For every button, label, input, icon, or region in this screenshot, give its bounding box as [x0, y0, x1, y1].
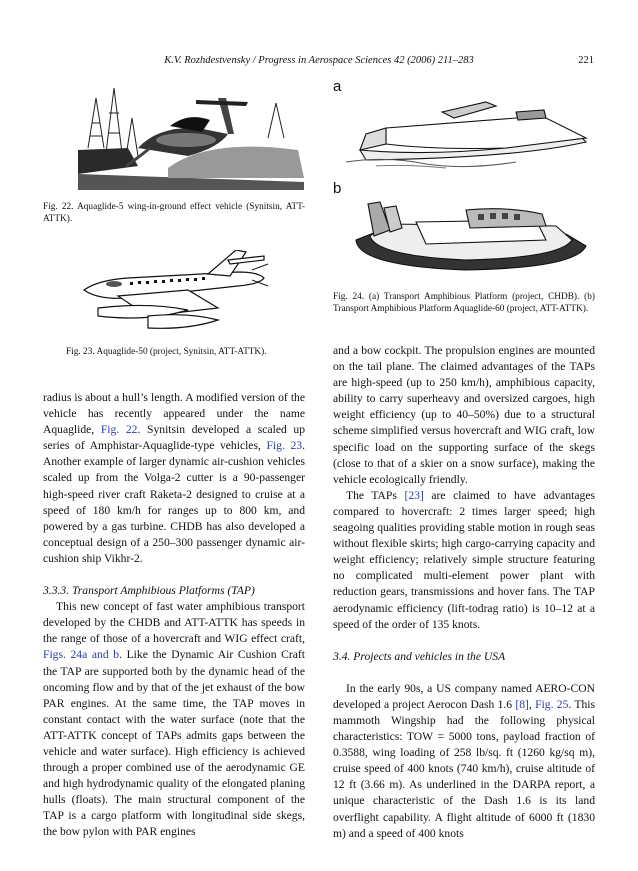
running-header: [0, 55, 638, 71]
fig24-reference-link[interactable]: Figs. 24a and b: [43, 648, 120, 662]
fig22-illustration: [78, 78, 304, 190]
ref-8-link[interactable]: [8]: [515, 697, 529, 711]
left-column: [43, 390, 305, 841]
fig24b-illustration: [346, 196, 594, 276]
fig24a-illustration: [346, 98, 594, 170]
fig23-illustration: [68, 250, 274, 332]
right-paragraph-2: The TAPs [23] are claimed to have advantages compared to hovercraft: 2 times larger speed; high seagoing qualities providing stable motion in rough seas without flexible skirts; high cargo-carrying capacity and weight efficiency; relatively simple structure featuring no complicated multi-element power plant with reduction gears, transmissions and hover fans. The TAP aerodynamic efficiency (lift-todrag ratio) is 10–12 at a speed of the order of 135 knots.: [333, 488, 595, 631]
ref-23-link[interactable]: [23]: [404, 488, 424, 502]
journal-citation: K.V. Rozhdestvensky / Progress in Aerospace Sciences 42 (2006) 211–283: [164, 55, 474, 66]
fig23-reference-link[interactable]: Fig. 23: [266, 439, 303, 453]
fig24-label-b: b: [333, 180, 342, 197]
fig22-caption: Fig. 22. Aquaglide-5 wing-in-ground effect vehicle (Synitsin, ATT-ATTK).: [43, 202, 305, 225]
left-paragraph-1: radius is about a hull’s length. A modified version of the vehicle has recently appeared under the name Aquaglide, Fig. 22. Synitsin developed a scaled up series of Amphistar-Aquaglide-type vehicles, Fig. 23. Another example of larger dynamic air-cushion vehicles scaled up from the Volga-2 cutter is a 90-passenger high-speed river craft Raketa-2 designed to cruise at a speed of 180 km/h for ranges up to 800 km, and powered by a gas turbine. CHDB has also developed a conceptual design of a 250–300 passenger dynamic air-cushion ship Vikhr-2.: [43, 391, 306, 565]
right-paragraph-1: and a bow cockpit. The propulsion engines are mounted on the tail plane. The claimed advantages of the TAPs are high-speed (up to 250 km/h), amphibious capacity, ability to carry superheavy and oversized cargoes, high weight efficiency (up to 40–50%) due to a structural scheme simplified versus hovercraft and WIG craft, low specific load on the supporting surface of the skegs (close to that of a skier on a snow surface), making the vehicle ecologically friendly.: [333, 344, 595, 486]
fig24-caption: Fig. 24. (a) Transport Amphibious Platform (project, CHDB). (b) Transport Amphibious Platform Aquaglide-60 (project, ATT-ATTK).: [333, 292, 595, 315]
right-column: [333, 343, 595, 842]
fig22-reference-link[interactable]: Fig. 22: [100, 423, 138, 437]
right-paragraph-3: In the early 90s, a US company named AERO-CON developed a project Aerocon Dash 1.6 [8], Fig. 25. This mammoth Wingship had the following physical characteristics: TOW = 5000 tons, payload fraction of 0.3588, wing loading of 258 lb/sq. ft (1260 kg/sq m), cruise speed of 400 knots (740 km/h), cruise altitude of 12 ft (3.66 m). As underlined in the DARPA report, a unique characteristic of the Dash 1.6 is its land overflight capability. A flight altitude of 6000 ft (1830 m) and a speed of 400 knots: [333, 681, 595, 840]
page-number: 221: [578, 55, 594, 66]
section-heading-3-3-3: 3.3.3. Transport Amphibious Platforms (TAP): [43, 584, 255, 598]
left-paragraph-2: This new concept of fast water amphibious transport developed by the CHDB and ATT-ATTK has speeds in the range of those of a hovercraft and WIG effect craft, Figs. 24a and b. Like the Dynamic Air Cushion Craft the TAP are supported both by the dynamic head of the oncoming flow and by that of the jet exhaust of the bow PAR engines. At the same time, the TAP moves in constant contact with the water surface (note that the ATT-ATTK concept of TAPs admits gaps between the vehicle and water surface). High efficiency is achieved through a proper combined use of the aerodynamic GE and high hydrodynamic quality of the elongated planing hulls (floats). The main structural component of the TAP is a cargo platform with longitudinal side skegs, the bow pylon with PAR engines: [43, 600, 305, 839]
fig25-reference-link[interactable]: Fig. 25: [535, 697, 569, 711]
section-heading-3-4: 3.4. Projects and vehicles in the USA: [333, 649, 506, 663]
fig24-label-a: a: [333, 78, 342, 95]
fig23-caption: Fig. 23. Aquaglide-50 (project, Synitsin, ATT-ATTK).: [66, 347, 267, 357]
